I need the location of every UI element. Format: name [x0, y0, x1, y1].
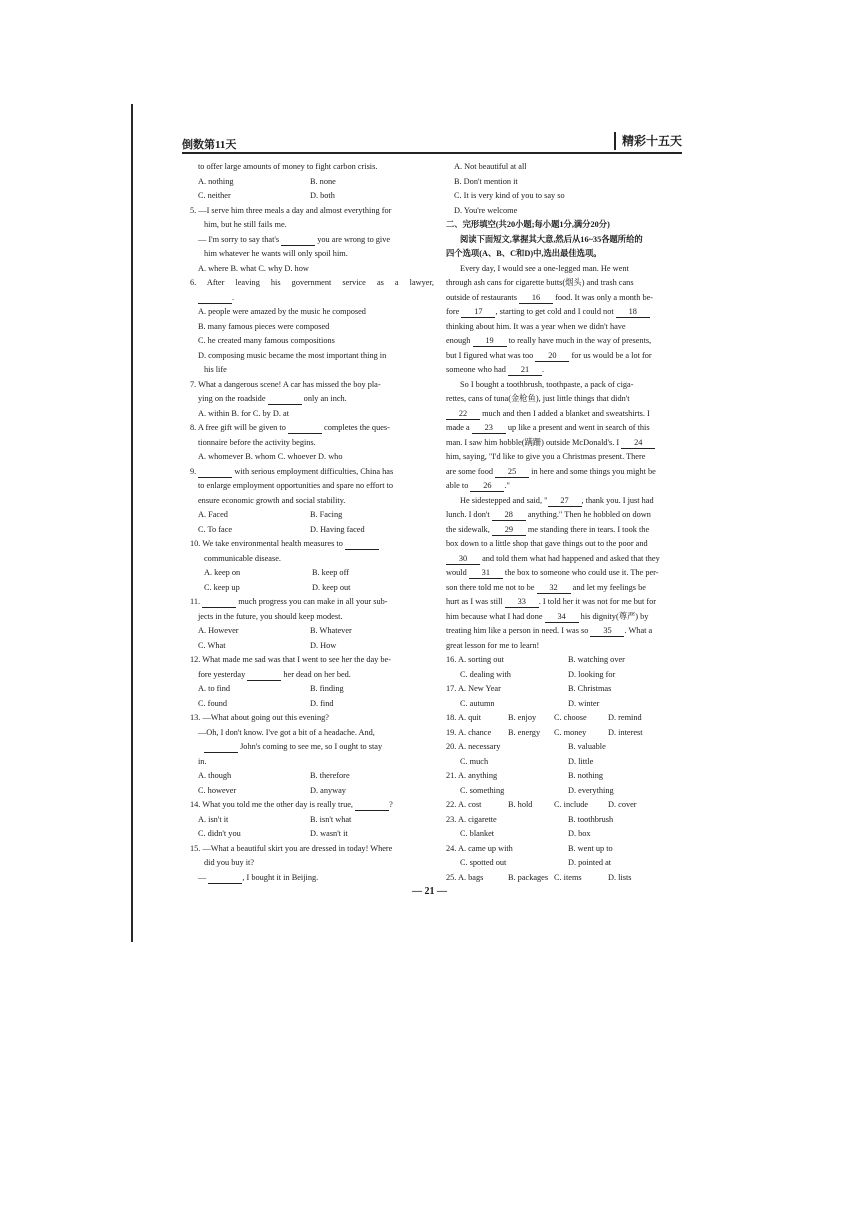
- option: D. winter: [568, 698, 600, 708]
- option: D. lists: [608, 872, 632, 882]
- option: A. to find: [198, 684, 231, 693]
- option: D. looking for: [568, 669, 616, 679]
- option: A. though: [198, 771, 232, 780]
- text-line: made a 23 up like a present and went in search of this: [446, 423, 650, 432]
- text-line: [190, 581, 434, 596]
- text-line: son there told me not to be 32 and let my feelings be: [446, 582, 646, 592]
- text-line: D. You're welcome: [454, 205, 518, 215]
- text-line: [446, 827, 690, 842]
- text-line: — I'm sorry to say that's you are wrong to give: [198, 234, 391, 244]
- margin-line: [131, 104, 133, 942]
- option: B. Whatever: [310, 626, 352, 635]
- option: B. finding: [310, 684, 344, 693]
- text-line: [190, 566, 434, 581]
- option: B. hold: [508, 800, 533, 809]
- text-line: [446, 842, 690, 857]
- text-line: 8. A free gift will be given to completes the ques-: [190, 423, 390, 432]
- option: B. isn't what: [310, 814, 352, 824]
- text-line: thinking about him. It was a year when we didn't have: [446, 321, 626, 331]
- header-right-title: 精彩十五天: [614, 132, 682, 150]
- option: 22. A. cost: [446, 800, 482, 809]
- blank: [198, 293, 232, 304]
- text-line: fore 17 , starting to get cold and I could not 18: [446, 305, 690, 320]
- option: C. keep up: [204, 582, 240, 592]
- text-line: outside of restaurants 16 food. It was only a month be-: [446, 292, 654, 302]
- option: B. keep off: [312, 568, 349, 577]
- option: D. both: [310, 191, 335, 200]
- option: A. nothing: [198, 176, 234, 186]
- text-line: [446, 769, 690, 784]
- option: 20. A. necessary: [446, 742, 501, 751]
- option: D. remind: [608, 713, 642, 722]
- blank: [281, 235, 315, 246]
- text-line: B. Don't mention it: [454, 176, 518, 186]
- option: D. anyway: [310, 785, 346, 795]
- text-line: [446, 682, 690, 697]
- text-line: but I figured what was too 20 for us would be a lot for: [446, 350, 652, 360]
- blank-30: 30: [446, 554, 480, 565]
- text-line: [190, 784, 434, 799]
- text-line: him whatever he wants will only spoil him.: [204, 249, 348, 258]
- blank: [288, 423, 322, 434]
- text-line: [446, 711, 690, 726]
- option: A. keep on: [204, 568, 241, 577]
- option: 24. A. came up with: [446, 843, 513, 853]
- option: A. isn't it: [198, 814, 229, 824]
- option: C. didn't you: [198, 829, 241, 838]
- text-line: B. many famous pieces were composed: [198, 321, 330, 331]
- option: C. blanket: [460, 829, 495, 838]
- text-line: the sidewalk, 29 me standing there in tears. I took the: [446, 524, 650, 534]
- text-line: [190, 813, 434, 828]
- text-line: [190, 827, 434, 842]
- option: C. much: [460, 756, 489, 766]
- text-line: great lesson for me to learn!: [446, 640, 540, 650]
- blank-16: 16: [519, 293, 553, 304]
- option: C. neither: [198, 191, 231, 200]
- text-line: able to 26 .": [446, 481, 510, 490]
- text-line: to enlarge employment opportunities and spare no effort to: [198, 481, 394, 490]
- option: 16. A. sorting out: [446, 655, 504, 664]
- blank: [247, 670, 281, 681]
- text-line: 14. What you told me the other day is really true, ?: [190, 800, 393, 809]
- text-line: Every day, I would see a one-legged man. He went: [460, 263, 629, 273]
- text-line: to offer large amounts of money to fight carbon crisis.: [198, 162, 378, 171]
- text-line: treating him like a person in need. I was so 35 . What a: [446, 626, 653, 635]
- blank: [208, 873, 242, 884]
- blank-18: 18: [616, 307, 650, 318]
- option: B. packages: [508, 872, 549, 882]
- text-line: 15. —What a beautiful skirt you are dressed in today! Where: [190, 843, 393, 853]
- text-line: him, saying, "I'd like to give you a Christmas present. There: [446, 452, 646, 461]
- text-line: A. Not beautiful at all: [454, 162, 527, 171]
- option: 25. A. bags: [446, 872, 484, 882]
- option: C. dealing with: [460, 669, 511, 679]
- option: C. What: [198, 640, 226, 650]
- text-line: 5. —I serve him three meals a day and almost everything for: [190, 205, 392, 215]
- text-line: [446, 813, 690, 828]
- option: C. something: [460, 785, 505, 795]
- text-line: rettes, cans of tuna(金枪鱼), just little things that didn't: [446, 394, 630, 403]
- text-line: ensure economic growth and social stability.: [198, 495, 346, 505]
- blank-25: 25: [495, 467, 529, 478]
- option: D. Having faced: [310, 524, 365, 534]
- blank-23: 23: [472, 423, 506, 434]
- option: B. valuable: [568, 742, 606, 751]
- left-column: [190, 160, 434, 885]
- text-line: his life: [204, 365, 227, 374]
- option: D. everything: [568, 785, 614, 795]
- text-line: 阅读下面短文,掌握其大意,然后从16~35各题所给的: [460, 234, 643, 244]
- text-line: [446, 856, 690, 871]
- text-line: 22 much and then I added a blanket and sweatshirts. I: [446, 407, 690, 422]
- text-line: [446, 653, 690, 668]
- blank-22: 22: [446, 409, 480, 420]
- text-line: would 31 the box to someone who could use it. The per-: [446, 568, 659, 577]
- text-line: C. It is very kind of you to say so: [454, 191, 565, 200]
- text-line: A. people were amazed by the music he composed: [198, 307, 366, 316]
- text-line: [190, 624, 434, 639]
- blank: [268, 394, 302, 405]
- blank-17: 17: [461, 307, 495, 318]
- text-line: [190, 697, 434, 712]
- text-line: [190, 508, 434, 523]
- blank: [355, 800, 389, 811]
- text-line: — , I bought it in Beijing.: [198, 872, 319, 882]
- text-line: So I bought a toothbrush, toothpaste, a pack of ciga-: [460, 379, 634, 389]
- text-line: 30 and told them what had happened and asked that they: [446, 552, 690, 567]
- option: B. watching over: [568, 655, 625, 664]
- text-line: 13. —What about going out this evening?: [190, 713, 329, 722]
- blank-21: 21: [508, 365, 542, 376]
- blank-35: 35: [590, 626, 624, 637]
- blank: [204, 742, 238, 753]
- right-column: [446, 160, 690, 885]
- text-line: —Oh, I don't know. I've got a bit of a headache. And,: [198, 727, 375, 737]
- option: D. box: [568, 829, 591, 838]
- option: C. choose: [554, 713, 587, 722]
- option: D. wasn't it: [310, 829, 348, 838]
- option: D. cover: [608, 800, 637, 809]
- text-line: [190, 639, 434, 654]
- text-line: .: [190, 291, 434, 306]
- option: C. found: [198, 698, 228, 708]
- text-line: [190, 523, 434, 538]
- page-header: [182, 130, 682, 156]
- option: C. however: [198, 785, 237, 795]
- page-number: — 21 —: [412, 886, 447, 897]
- option: B. nothing: [568, 771, 604, 780]
- text-line: man. I saw him hobble(蹒跚) outside McDonald's. I 24: [446, 436, 690, 451]
- option: B. energy: [508, 727, 541, 737]
- text-line: 12. What made me sad was that I went to see her the day be-: [190, 655, 391, 664]
- blank-31: 31: [469, 568, 503, 579]
- text-line: in.: [198, 756, 207, 766]
- text-line: 6. After leaving his government service as a lawyer,: [190, 278, 434, 287]
- text-line: did you buy it?: [204, 858, 255, 867]
- option: D. pointed at: [568, 858, 612, 867]
- option: A. Faced: [198, 510, 228, 519]
- blank-34: 34: [545, 612, 579, 623]
- option: A. However: [198, 626, 239, 635]
- option: B. went up to: [568, 843, 613, 853]
- text-line: tionnaire before the activity begins.: [198, 437, 316, 447]
- text-line: 9. with serious employment difficulties, China has: [190, 466, 394, 476]
- option: C. items: [554, 872, 582, 882]
- text-line: A. whomever B. whom C. whoever D. who: [198, 452, 343, 461]
- option: 21. A. anything: [446, 771, 498, 780]
- text-line: jects in the future, you should keep modest.: [198, 611, 343, 621]
- blank: [198, 467, 232, 478]
- text-line: [190, 189, 434, 204]
- text-line: [446, 726, 690, 741]
- blank-28: 28: [492, 510, 526, 521]
- option: 18. A. quit: [446, 713, 482, 722]
- text-line: ying on the roadside only an inch.: [198, 394, 347, 403]
- text-line: John's coming to see me, so I ought to stay: [190, 740, 434, 755]
- blank-26: 26: [470, 481, 504, 492]
- text-line: [446, 668, 690, 683]
- text-line: [446, 755, 690, 770]
- text-line: A. where B. what C. why D. how: [198, 263, 309, 273]
- text-line: D. composing music became the most important thing in: [198, 350, 387, 360]
- text-line: hurt as I was still 33 . I told her it was not for me but for: [446, 597, 657, 606]
- option: D. little: [568, 756, 594, 766]
- text-line: [190, 175, 434, 190]
- option: B. therefore: [310, 771, 350, 780]
- text-line: 四个选项(A、B、C和D)中,选出最佳选项。: [446, 249, 602, 258]
- text-line: [446, 697, 690, 712]
- text-line: lunch. I don't 28 anything." Then he hobbled on down: [446, 510, 651, 519]
- text-line: C. he created many famous compositions: [198, 336, 335, 345]
- option: 19. A. chance: [446, 727, 492, 737]
- option: D. find: [310, 698, 334, 708]
- text-line: him, but he still fails me.: [204, 220, 287, 229]
- text-line: [446, 871, 690, 886]
- text-line: box down to a little shop that gave things out to the poor and: [446, 539, 648, 548]
- text-line: 二、完形填空(共20小题;每小题1分,满分20分): [446, 220, 610, 229]
- header-left-title: 倒数第11天: [182, 139, 237, 151]
- text-line: 7. What a dangerous scene! A car has missed the boy pla-: [190, 379, 381, 389]
- text-line: communicable disease.: [204, 553, 281, 563]
- text-line: He sidestepped and said, " 27 , thank you. I just had: [460, 495, 654, 505]
- text-line: [446, 784, 690, 799]
- option: B. Christmas: [568, 684, 612, 693]
- option: B. toothbrush: [568, 814, 614, 824]
- text-line: [446, 798, 690, 813]
- text-line: 11. much progress you can make in all your sub-: [190, 597, 388, 606]
- header-rule: [182, 152, 682, 154]
- option: B. enjoy: [508, 713, 537, 722]
- blank-29: 29: [492, 525, 526, 536]
- option: D. keep out: [312, 582, 351, 592]
- blank-24: 24: [621, 438, 655, 449]
- text-line: are some food 25 in here and some things you might be: [446, 466, 656, 476]
- blank-20: 20: [535, 351, 569, 362]
- text-line: 10. We take environmental health measures to: [190, 537, 434, 552]
- text-line: [190, 682, 434, 697]
- option: 17. A. New Year: [446, 684, 501, 693]
- blank-33: 33: [505, 597, 539, 608]
- blank: [202, 597, 236, 608]
- option: 23. A. cigarette: [446, 814, 497, 824]
- option: B. none: [310, 176, 336, 186]
- blank-19: 19: [473, 336, 507, 347]
- option: D. How: [310, 640, 337, 650]
- option: C. autumn: [460, 698, 495, 708]
- text-line: fore yesterday her dead on her bed.: [198, 669, 351, 679]
- text-line: through ash cans for cigarette butts(烟头) and trash cans: [446, 278, 634, 287]
- text-line: someone who had 21 .: [446, 365, 545, 374]
- blank: [345, 539, 379, 550]
- option: C. include: [554, 800, 589, 809]
- option: C. money: [554, 727, 587, 737]
- blank-32: 32: [537, 583, 571, 594]
- option: B. Facing: [310, 510, 343, 519]
- text-line: enough 19 to really have much in the way of presents,: [446, 336, 652, 345]
- text-line: him because what I had done 34 his dignity(尊严) by: [446, 611, 649, 621]
- option: D. interest: [608, 727, 643, 737]
- text-line: A. within B. for C. by D. at: [198, 408, 290, 418]
- option: C. spotted out: [460, 858, 507, 867]
- blank-27: 27: [548, 496, 582, 507]
- option: C. To face: [198, 524, 233, 534]
- text-line: [446, 740, 690, 755]
- text-line: [190, 769, 434, 784]
